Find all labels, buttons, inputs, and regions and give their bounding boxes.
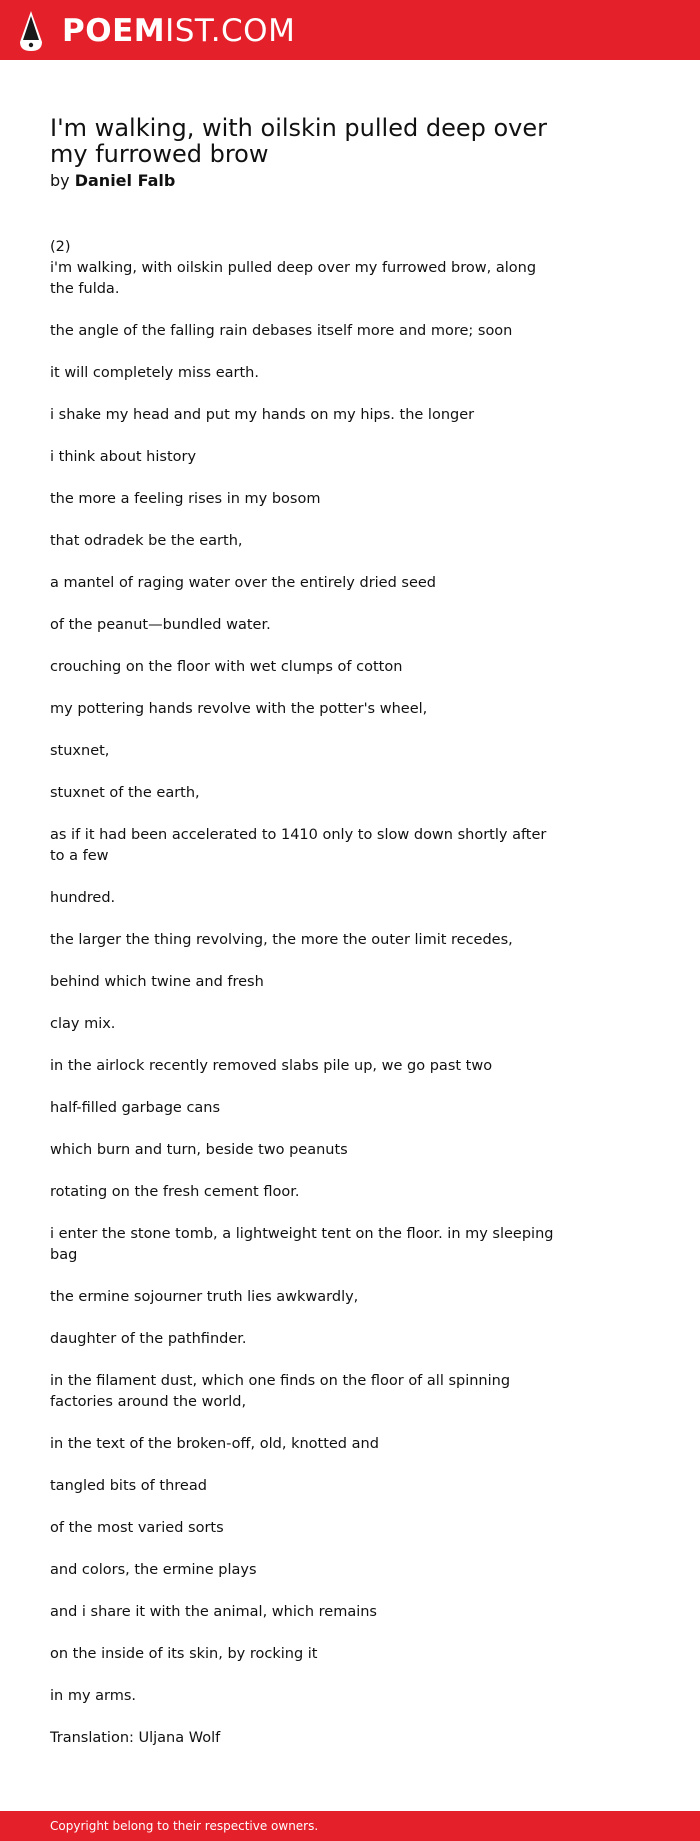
poem-line: stuxnet, — [50, 743, 110, 759]
poem-line: i shake my head and put my hands on my hips. the longer — [50, 407, 475, 423]
poem-line: daughter of the pathfinder. — [50, 1331, 247, 1347]
poem-line: behind which twine and fresh — [50, 974, 264, 990]
logo-wordmark-light: IST.COM — [165, 12, 296, 49]
poem-title: I'm walking, with oilskin pulled deep over my furrowed brow — [50, 114, 547, 168]
poem-line: i'm walking, with oilskin pulled deep over my furrowed brow, along the fulda. — [50, 260, 537, 297]
poem-article — [50, 115, 560, 1770]
poem-line: tangled bits of thread — [50, 1478, 207, 1494]
poem-line: (2) — [50, 239, 71, 255]
poem-line: my pottering hands revolve with the potter's wheel, — [50, 701, 428, 717]
logo-wordmark-bold: POEM — [62, 12, 166, 49]
poem-line: the angle of the falling rain debases itself more and more; soon — [50, 323, 513, 339]
poem-line: i think about history — [50, 449, 197, 465]
site-logo[interactable] — [18, 10, 295, 52]
poem-line: which burn and turn, beside two peanuts — [50, 1142, 348, 1158]
poem-line: stuxnet of the earth, — [50, 785, 200, 801]
poem-line: of the peanut—bundled water. — [50, 617, 271, 633]
poem-line: on the inside of its skin, by rocking it — [50, 1646, 318, 1662]
poem-line: in my arms. — [50, 1688, 137, 1704]
site-header — [0, 0, 700, 60]
poem-line: and i share it with the animal, which remains — [50, 1604, 377, 1620]
poem-line: clay mix. — [50, 1016, 116, 1032]
poem-line: the larger the thing revolving, the more the outer limit recedes, — [50, 932, 513, 948]
byline-prefix: by — [50, 171, 70, 190]
poem-line: the more a feeling rises in my bosom — [50, 491, 321, 507]
byline — [50, 171, 560, 191]
logo-wordmark — [62, 12, 296, 49]
poem-line: i enter the stone tomb, a lightweight tent on the floor. in my sleeping bag — [50, 1226, 554, 1263]
poem-line: the ermine sojourner truth lies awkwardly, — [50, 1289, 359, 1305]
poem-line: of the most varied sorts — [50, 1520, 224, 1536]
poem-line: crouching on the floor with wet clumps of cotton — [50, 659, 403, 675]
poem-body — [50, 237, 560, 1749]
poem-line: that odradek be the earth, — [50, 533, 243, 549]
poem-line: as if it had been accelerated to 1410 only to slow down shortly after to a few — [50, 827, 547, 864]
poem-line: rotating on the fresh cement floor. — [50, 1184, 300, 1200]
poem-line: half-filled garbage cans — [50, 1100, 221, 1116]
poem-line: and colors, the ermine plays — [50, 1562, 257, 1578]
author-name[interactable]: Daniel Falb — [74, 171, 176, 190]
poem-line: it will completely miss earth. — [50, 365, 259, 381]
copyright-notice: Copyright belong to their respective owners. — [50, 1819, 319, 1833]
poem-line: a mantel of raging water over the entirely dried seed — [50, 575, 437, 591]
poem-line: in the filament dust, which one finds on the floor of all spinning factories around the world, — [50, 1373, 511, 1410]
site-footer — [0, 1811, 700, 1841]
poem-line: in the text of the broken-off, old, knotted and — [50, 1436, 379, 1452]
poem-line: in the airlock recently removed slabs pile up, we go past two — [50, 1058, 493, 1074]
poem-line: hundred. — [50, 890, 116, 906]
translation-credit: Translation: Uljana Wolf — [50, 1730, 221, 1746]
pen-nib-logo-icon — [18, 10, 44, 52]
